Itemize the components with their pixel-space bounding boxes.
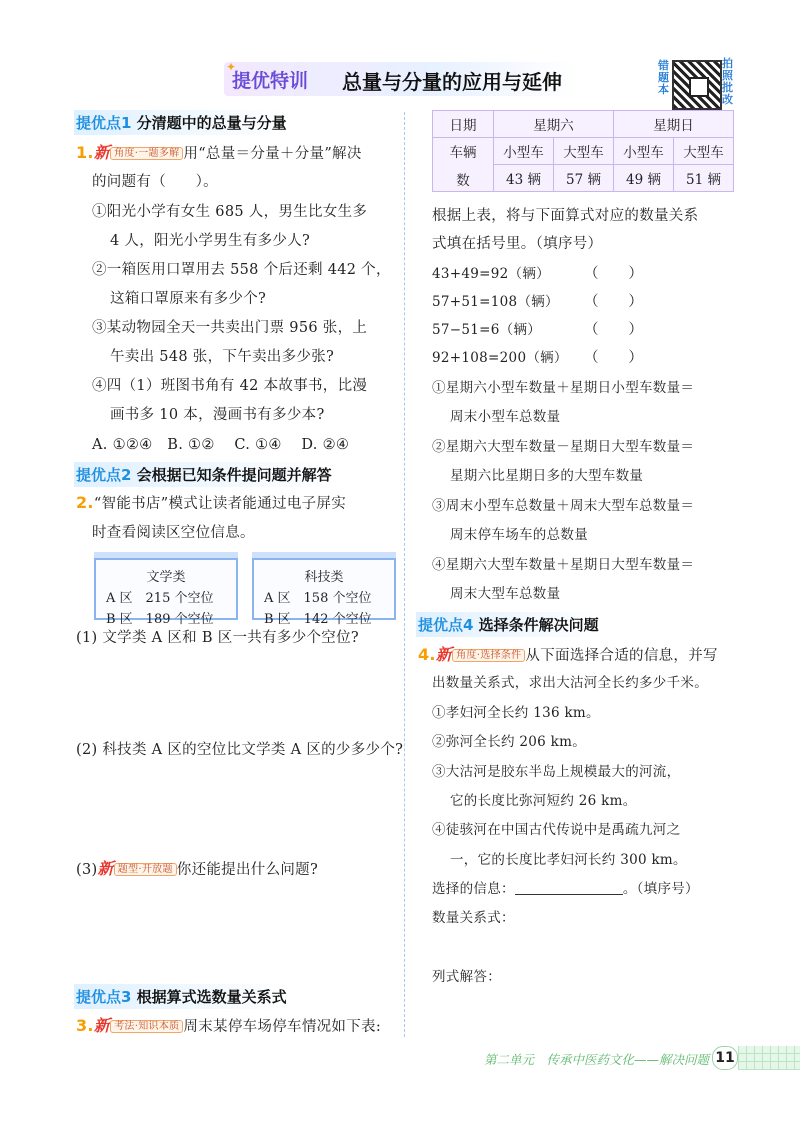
relation-line: 周末停车场车的总数量 (450, 527, 588, 543)
question-number: 1. (76, 143, 94, 162)
answer-blank[interactable]: （ ） (584, 266, 644, 282)
table-header: 星期六 (494, 111, 614, 138)
section-heading-1 (74, 110, 291, 135)
section-heading-2 (74, 462, 336, 487)
option-line: 这箱口罩原来有多少个? (110, 291, 267, 307)
stem-line: 的问题有（ ）。 (92, 174, 218, 190)
header-tag: 提优特训 (232, 70, 309, 92)
table-cell: 57 辆 (554, 165, 614, 192)
section-heading-4 (416, 612, 603, 637)
option-line: 4 人，阳光小学男生有多少人? (110, 233, 311, 249)
table-header: 日期 (433, 111, 494, 138)
question-badge: 角度·一题多解 (110, 147, 183, 160)
column-divider (404, 112, 405, 1037)
section-tag: 提优点4 (418, 616, 474, 634)
question-number: 4. (418, 645, 436, 664)
board-row: B 区 142 个空位 (264, 612, 372, 627)
new-mark: 新 (97, 859, 114, 878)
relation-line: 周末小型车总数量 (450, 409, 561, 425)
section-title: 选择条件解决问题 (478, 616, 599, 634)
relation-line: ②星期六大型车数量－星期日大型车数量＝ (432, 439, 695, 455)
sparkle-icon: ✦ (226, 60, 237, 74)
relation-label: 数量关系式： (432, 910, 515, 926)
question-badge: 考法·知识本质 (110, 1020, 183, 1033)
parking-table (432, 110, 734, 192)
question-4-stem: 4.新 角度·选择条件 从下面选择合适的信息，并写 (418, 645, 718, 664)
footer-unit: 第二单元 传承中医药文化——解决问题 (484, 1052, 710, 1067)
question-3-stem: 3.新 考法·知识本质 周末某停车场停车情况如下表: (76, 1016, 382, 1035)
board-row: B 区 189 个空位 (106, 612, 214, 627)
info-line: 它的长度比弥河短约 26 km。 (450, 793, 637, 809)
relation-line: 星期六比星期日多的大型车数量 (450, 468, 644, 484)
new-mark: 新 (93, 1016, 111, 1035)
answer-blank[interactable]: （ ） (584, 322, 644, 338)
answer-blank[interactable]: （ ） (584, 350, 644, 366)
table-cell: 小型车 (494, 138, 554, 165)
info-line: ③大沽河是胶东半岛上规模最大的河流， (432, 764, 681, 780)
equation: 57−51=6（辆） (432, 322, 542, 338)
info-line: ②弥河全长约 206 km。 (432, 734, 587, 750)
qr-code-icon[interactable] (672, 60, 722, 110)
footer-decoration (738, 1046, 800, 1070)
relation-line: ③周末小型车总数量＋周末大型车总数量＝ (432, 498, 695, 514)
question-2-stem: 2.“智能书店”模式让读者能通过电子屏实 (76, 493, 347, 512)
option-line: ②一箱医用口罩用去 558 个后还剩 442 个， (92, 262, 391, 278)
relation-line: ①星期六小型车数量＋星期日小型车数量＝ (432, 380, 695, 396)
table-cell: 大型车 (674, 138, 734, 165)
qr-left-label: 错题本 (658, 59, 669, 96)
sub-question-2: (2) 科技类 A 区的空位比文学类 A 区的少多少个? (76, 742, 404, 758)
equation: 92+108=200（辆） (432, 350, 568, 366)
solve-label: 列式解答： (432, 969, 501, 985)
info-board-technology (252, 558, 396, 627)
board-title: 科技类 (304, 570, 344, 585)
stem-line: 出数量关系式，求出大沽河全长约多少千米。 (432, 675, 708, 691)
section-title: 会根据已知条件提问题并解答 (136, 466, 332, 484)
info-line: ①孝妇河全长约 136 km。 (432, 705, 600, 721)
stem-line: 时查看阅读区空位信息。 (92, 525, 255, 541)
section-heading-3 (74, 984, 291, 1009)
page-title: 总量与分量的应用与延伸 (342, 70, 562, 94)
option-line: 午卖出 548 张，下午卖出多少张? (110, 349, 335, 365)
table-cell: 49 辆 (614, 165, 674, 192)
instruction-line: 根据上表，将与下面算式对应的数量关系 (432, 208, 699, 224)
new-mark: 新 (435, 645, 453, 664)
sub-question-1: (1) 文学类 A 区和 B 区一共有多少个空位? (76, 630, 359, 646)
selection-blank[interactable] (515, 880, 623, 895)
new-mark: 新 (93, 143, 111, 162)
section-title: 根据算式选数量关系式 (136, 988, 287, 1006)
table-cell: 大型车 (554, 138, 614, 165)
option-line: 画书多 10 本，漫画书有多少本? (110, 407, 325, 423)
section-title: 分清题中的总量与分量 (136, 114, 287, 132)
question-1-stem (76, 140, 362, 163)
table-row-label: 车辆 数 (433, 138, 494, 192)
answer-choices: A. ①②④ B. ①② C. ①④ D. ②④ (92, 437, 350, 453)
board-title: 文学类 (146, 570, 186, 585)
qr-right-label: 拍照批改 (722, 57, 733, 106)
info-line: ④徒骇河在中国古代传说中是禹疏九河之 (432, 822, 681, 838)
equation: 43+49=92（辆） (432, 266, 550, 282)
table-cell: 43 辆 (494, 165, 554, 192)
question-badge: 角度·选择条件 (452, 649, 525, 662)
question-number: 3. (76, 1016, 94, 1035)
table-header: 星期日 (614, 111, 734, 138)
section-tag: 提优点1 (76, 114, 132, 132)
sub-question-3: (3)新 题型·开放题 你还能提出什么问题? (76, 859, 319, 878)
board-row: A 区 215 个空位 (106, 591, 214, 606)
option-line: ③某动物园全天一共卖出门票 956 张，上 (92, 320, 368, 336)
equation: 57+51=108（辆） (432, 294, 559, 310)
selection-line: 选择的信息： 。（填序号） (432, 881, 699, 897)
page-number: 11 (712, 1046, 738, 1070)
relation-line: ④星期六大型车数量＋星期日大型车数量＝ (432, 557, 695, 573)
instruction-line: 式填在括号里。（填序号） (432, 236, 603, 252)
section-tag: 提优点2 (76, 466, 132, 484)
board-row: A 区 158 个空位 (264, 591, 372, 606)
relation-line: 周末大型车总数量 (450, 586, 561, 602)
option-line: ④四（1）班图书角有 42 本故事书，比漫 (92, 378, 368, 394)
option-line: ①阳光小学有女生 685 人，男生比女生多 (92, 204, 368, 220)
table-cell: 51 辆 (674, 165, 734, 192)
question-number: 2. (76, 493, 94, 512)
info-line: 一，它的长度比孝妇河长约 300 km。 (450, 852, 687, 868)
stem-line: 用“总量＝分量＋分量”解决 (183, 146, 362, 162)
info-board-literature (94, 558, 238, 627)
table-cell: 小型车 (614, 138, 674, 165)
section-tag: 提优点3 (76, 988, 132, 1006)
answer-blank[interactable]: （ ） (584, 294, 644, 310)
question-badge: 题型·开放题 (114, 863, 177, 876)
